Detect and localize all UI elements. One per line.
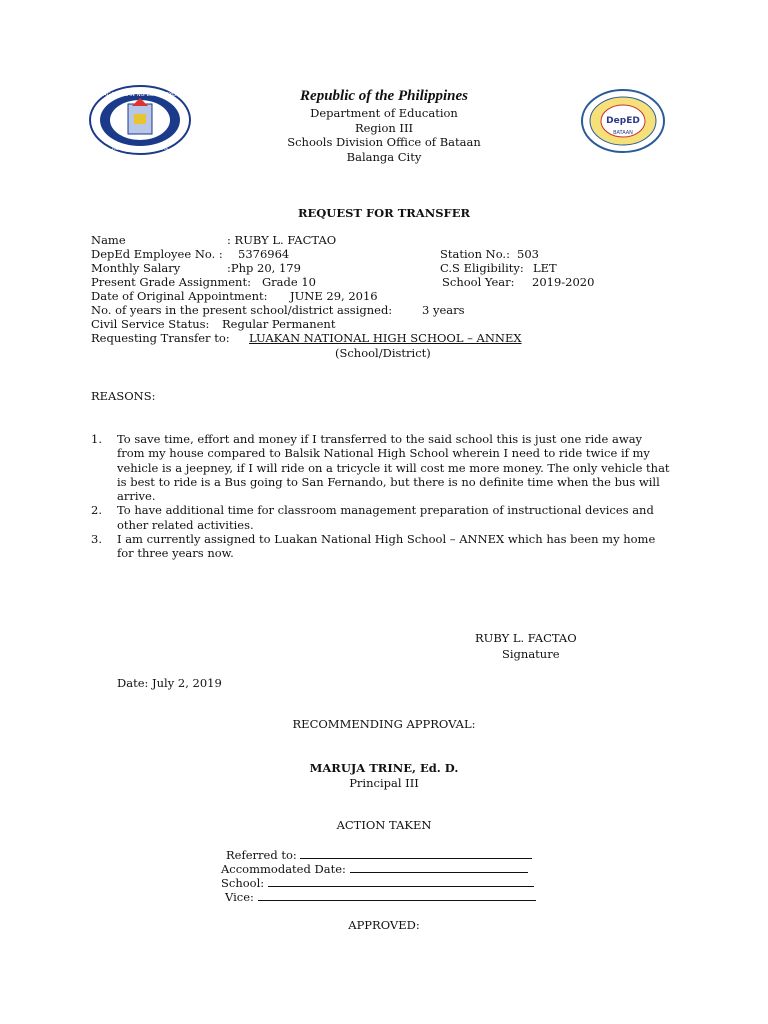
republic-title: Republic of the Philippines [300, 88, 468, 104]
salary-value: :Php 20, 179 [227, 261, 301, 275]
list-item [91, 532, 671, 561]
years-value: 3 years [422, 303, 465, 317]
recommending-approval: RECOMMENDING APPROVAL: [292, 717, 476, 731]
signature-caption: Signature [502, 647, 560, 661]
list-item [91, 503, 671, 532]
grade-label: Present Grade Assignment: [91, 275, 251, 289]
reason-text: To have additional time for classroom management preparation of instructional devices and other related activities. [117, 503, 654, 532]
salary-label: Monthly Salary [91, 261, 181, 275]
action-taken-heading: ACTION TAKEN [336, 818, 432, 832]
transfer-label: Requesting Transfer to: [91, 331, 230, 345]
name-value: : RUBY L. FACTAO [227, 233, 337, 247]
city-name: Balanga City [346, 150, 422, 164]
school-year-label: School Year: [442, 275, 515, 289]
region-name: Region III [354, 121, 414, 135]
vice-line[interactable] [258, 889, 536, 901]
accommodated-line[interactable] [350, 861, 528, 873]
referred-line[interactable] [300, 847, 532, 859]
reasons-label: REASONS: [91, 389, 156, 403]
division-name: Schools Division Office of Bataan [287, 135, 481, 149]
department-name: Department of Education [310, 106, 458, 120]
employee-label: DepEd Employee No. : [91, 247, 223, 261]
school-year-value: 2019-2020 [532, 275, 595, 289]
referred-label: Referred to: [226, 848, 297, 862]
station-label: Station No.: [440, 247, 510, 261]
list-item [91, 432, 671, 503]
reasons-list [91, 432, 671, 561]
school-label: School: [221, 876, 265, 890]
eligibility-label: C.S Eligibility: [440, 261, 524, 275]
accommodated-label: Accommodated Date: [221, 862, 346, 876]
right-seal-main: DepED [606, 116, 640, 126]
eligibility-value: LET [533, 261, 557, 275]
reason-text: To save time, effort and money if I transferred to the said school this is just one ride away from my house compared to Balsik National High School wherein I need to ride twice if my vehicle is a jeepney, if I will ride on a tricycle it will cost me more money. The only vehicle that is best to ride is a Bus going to San Fernando, but there is no definite time when the bus will arrive. [117, 432, 670, 504]
reason-number: 1. [91, 432, 102, 446]
employee-value: 5376964 [238, 247, 290, 261]
appointment-label: Date of Original Appointment: [91, 289, 268, 303]
transfer-caption: (School/District) [335, 346, 431, 360]
name-label: Name [91, 233, 126, 247]
document-title: REQUEST FOR TRANSFER [297, 206, 471, 220]
transfer-value: LUAKAN NATIONAL HIGH SCHOOL – ANNEX [249, 331, 522, 345]
vice-label: Vice: [225, 890, 254, 904]
years-label: No. of years in the present school/district assigned: [91, 303, 393, 317]
left-seal-bottom-text: REPUBLIKA NG PILIPINAS [112, 147, 168, 152]
principal-position: Principal III [349, 776, 419, 790]
station-value: 503 [517, 247, 539, 261]
principal-name: MARUJA TRINE, Ed. D. [309, 761, 459, 775]
reason-number: 2. [91, 503, 102, 518]
referred-field [226, 847, 532, 862]
status-value: Regular Permanent [222, 317, 336, 331]
vice-field [225, 889, 536, 904]
appointment-value: JUNE 29, 2016 [290, 289, 378, 303]
reason-text: I am currently assigned to Luakan National High School – ANNEX which has been my home for three years now. [117, 532, 656, 561]
school-line[interactable] [268, 875, 534, 887]
right-seal-sub: BATAAN [613, 130, 633, 136]
date-line: Date: July 2, 2019 [117, 676, 222, 690]
status-label: Civil Service Status: [91, 317, 210, 331]
grade-value: Grade 10 [262, 275, 316, 289]
signatory-name: RUBY L. FACTAO [475, 631, 577, 645]
school-field [221, 875, 534, 890]
approved-label: APPROVED: [348, 918, 420, 932]
left-seal-text: KAGAWARAN NG EDUKASYON [99, 92, 181, 98]
reason-number: 3. [91, 532, 102, 547]
accommodated-field [221, 861, 528, 876]
